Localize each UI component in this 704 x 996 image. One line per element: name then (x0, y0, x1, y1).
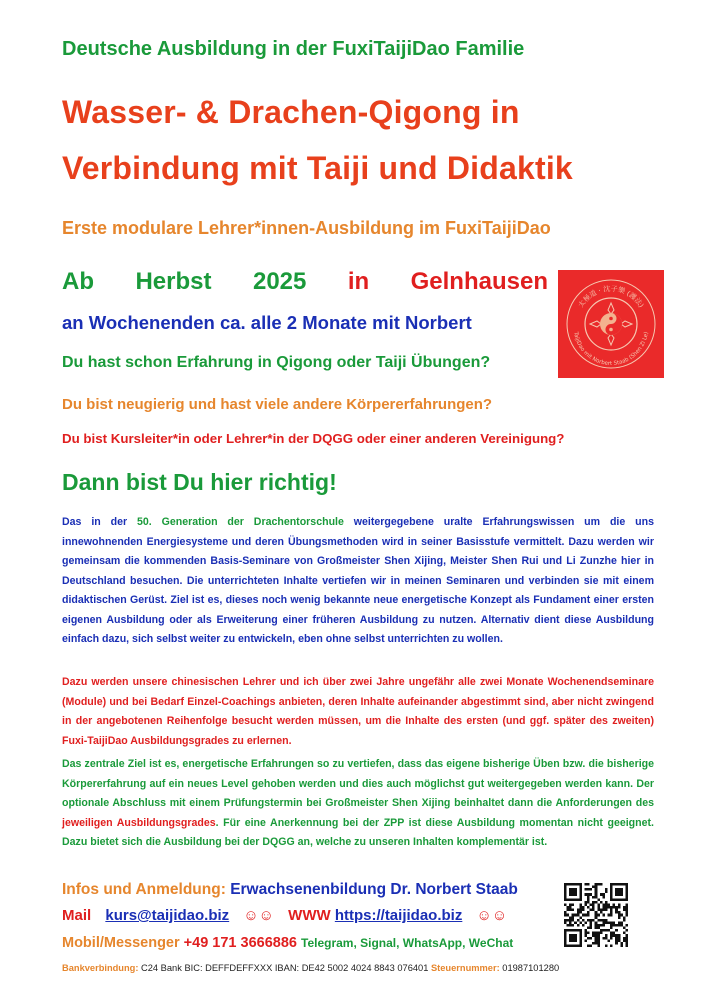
question-experience: Du hast schon Erfahrung in Qigong oder Taiji Übungen? (62, 354, 491, 371)
paragraph-modules: Dazu werden unsere chinesischen Lehrer und ich über zwei Jahre ungefähr alle zwei Monate Wochenendseminare (Module) und bei Bedarf Einzel-Coachings anbieten, deren Inhalte aufeinander abgestimmt sind, aber nicht zwingend in der angebotenen Reihenfolge besucht werden müssen, um die Inhalte des ersten (und ggf. später des zweiten) Fuxi-TaijiDao Ausbildungsgrades zu erlernen. (62, 676, 654, 747)
mail-label: Mail (62, 907, 92, 924)
tax-label: Steuernummer: (430, 963, 500, 973)
seal-graphic (558, 270, 664, 378)
bank-line (62, 963, 559, 973)
question-course-leader: Du bist Kursleiter*in oder Lehrer*in der DQGG oder einer anderen Vereinigung? (62, 431, 565, 446)
mobile-line (62, 935, 513, 951)
announcement-word: 2025 (252, 268, 307, 295)
bank-value: C24 Bank BIC: DEFFDEFFXXX IBAN: DE42 5002 4024 8843 076401 (141, 963, 429, 973)
seal-bottom-text: TaijiDao mit Norbert Staab (Shen Zi Le) (572, 331, 650, 368)
announcement-word: Ab (62, 268, 94, 295)
paragraph-text: . Für eine Anerkennung bei der ZPP ist diese Ausbildung momentan nicht geeignet. Dazu bietet sich die Ausbildung bei der DQGG an, welche zu unseren Inhalten komplementär ist. (62, 816, 654, 848)
phone-number: +49 171 3666886 (183, 935, 297, 951)
paragraph-text: Das zentrale Ziel ist es, energetische Erfahrungen so zu vertiefen, dass das eigene bisherige Üben bzw. die bisherige Körpererfahrung auf ein neues Level gehoben werden und dies auch möglichst gut weitergegeben werden kann. Der optionale Abschluss mit einem Prüfungstermin bei Großmeister Shen Xijing beinhaltet dann die Anforderungen des (62, 758, 654, 809)
question-curious: Du bist neugierig und hast viele andere Körpererfahrungen? (62, 396, 493, 413)
title-line-2: Verbindung mit Taiji und Didaktik (62, 150, 573, 186)
bank-label: Bankverbindung: (62, 963, 139, 973)
paragraph-text: weitergegebene uralte Erfahrungswissen um die uns innewohnenden Energiesysteme und deren Übungsmethoden wird in seiner Basisstufe vermittelt. Dazu werden wir gemeinsam die kommenden Basis-Seminare von Großmeister Shen Xijing, Meister Shen Rui und Li Zunzhe hier in Deutschland besuchen. Die unterrichteten Inhalte vertiefen wir in meinen Seminaren und verbinden sie mit einem didaktischen Gerüst. Ziel ist es, dieses noch wenig bekannte neue energetische Konzept als Fundament einer ersten eigenen Ausbildung oder als Erweiterung einer früheren Ausbildung zu nutzen. Alternativ dient diese Ausbildung einfach dazu, sich selbst weiter zu entwickeln, eben ohne selbst unterrichten zu wollen. (62, 516, 654, 645)
info-value: Erwachsenenbildung Dr. Norbert Staab (230, 881, 518, 898)
website-link[interactable]: https://taijidao.biz (334, 907, 463, 924)
conclusion-heading: Dann bist Du hier richtig! (62, 469, 337, 495)
seal-top-text: 太極道 · 沈子樂 (護法) (576, 284, 646, 310)
qr-code-icon (564, 883, 628, 947)
announcement-word: in (347, 268, 370, 295)
paragraph-highlight: jeweiligen Ausbildungsgrades (62, 816, 216, 829)
tax-value: 01987101280 (502, 963, 560, 973)
info-line (62, 881, 518, 899)
paragraph-intro (62, 513, 654, 650)
start-announcement (62, 268, 548, 296)
paragraph-text: Das in der (62, 516, 137, 528)
subtitle: Erste modulare Lehrer*innen-Ausbildung im FuxiTaijiDao (62, 218, 551, 238)
mail-line (62, 907, 507, 924)
messenger-list: Telegram, Signal, WhatsApp, WeChat (301, 936, 514, 950)
info-label: Infos und Anmeldung: (62, 881, 226, 898)
top-heading: Deutsche Ausbildung in der FuxiTaijiDao Familie (62, 38, 525, 60)
announcement-word: Herbst (135, 268, 212, 295)
mail-link[interactable]: kurs@taijidao.biz (105, 907, 230, 924)
seal-logo (558, 270, 664, 378)
smiley-icon: ☺☺ (243, 907, 274, 924)
www-label: WWW (288, 907, 331, 924)
paragraph-goal (62, 755, 654, 853)
title-line-1: Wasser- & Drachen-Qigong in (62, 94, 520, 130)
weekends-info: an Wochenenden ca. alle 2 Monate mit Norbert (62, 312, 472, 333)
smiley-icon: ☺☺ (476, 907, 508, 924)
mobile-label: Mobil/Messenger (62, 935, 180, 951)
paragraph-highlight: 50. Generation der Drachentorschule (137, 516, 344, 528)
announcement-location: Gelnhausen (410, 268, 548, 295)
